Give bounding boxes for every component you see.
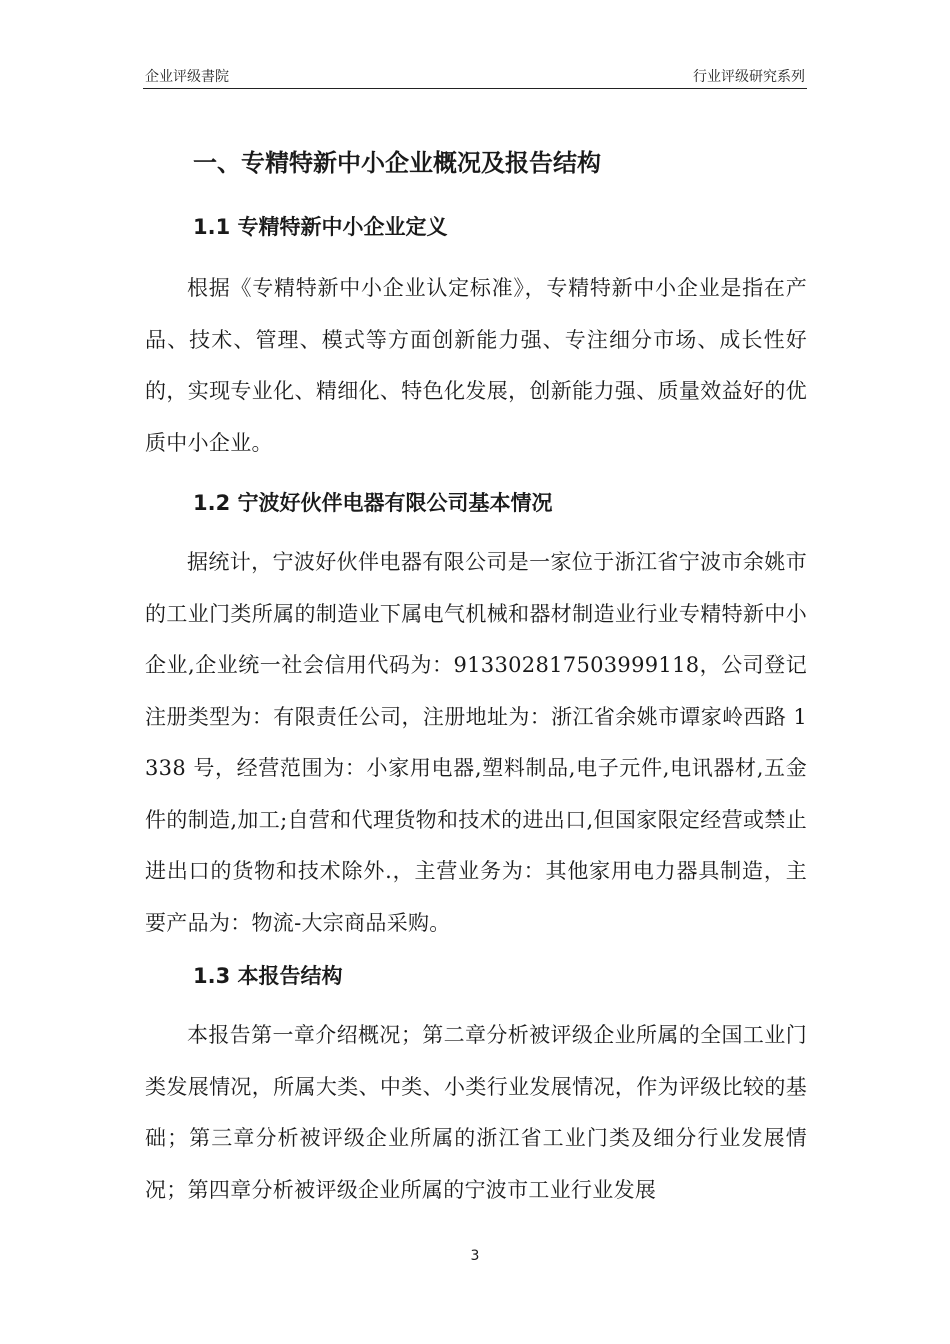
page-number: 3 <box>470 1248 480 1264</box>
header-right-text: 行业评级研究系列 <box>693 69 805 85</box>
chapter-title: 一、专精特新中小企业概况及报告结构 <box>193 149 601 177</box>
section-body-1-1: 根据《专精特新中小企业认定标准》，专精特新中小企业是指在产品、技术、管理、模式等方面创新能力强、专注细分市场、成长性好的，实现专业化、精细化、特色化发展，创新能力强、质量效益好的优质中小企业。 <box>145 276 807 455</box>
section-body-1-3: 本报告第一章介绍概况；第二章分析被评级企业所属的全国工业门类发展情况，所属大类、中类、小类行业发展情况，作为评级比较的基础；第三章分析被评级企业所属的浙江省工业门类及细分行业发展情况；第四章分析被评级企业所属的宁波市工业行业发展 <box>145 1023 807 1202</box>
section-heading-1-3: 1.3 本报告结构 <box>193 964 343 988</box>
header-left-text: 企业评级書院 <box>145 69 229 85</box>
section-heading-1-1: 1.1 专精特新中小企业定义 <box>193 215 448 239</box>
header-divider <box>143 88 807 89</box>
section-body-1-2: 据统计，宁波好伙伴电器有限公司是一家位于浙江省宁波市余姚市的工业门类所属的制造业下属电气机械和器材制造业行业专精特新中小企业,企业统一社会信用代码为：91330281750399911​8，公司登记注册类型为：有限责任公司，注册地址为：浙江省余姚市谭家岭西路 1338 号，经营范围为：小家用电器,塑料制品,电子元件,电讯器材,五金件的制造,加工;自营和代理货物和技术的进出口,但国家限定经营或禁止进出口的货物和技术除外.，主营业务为：其他家用电力器具制造，主要产品为：物流-大宗商品采购。 <box>145 550 807 935</box>
section-heading-1-2: 1.2 宁波好伙伴电器有限公司基本情况 <box>193 491 553 515</box>
